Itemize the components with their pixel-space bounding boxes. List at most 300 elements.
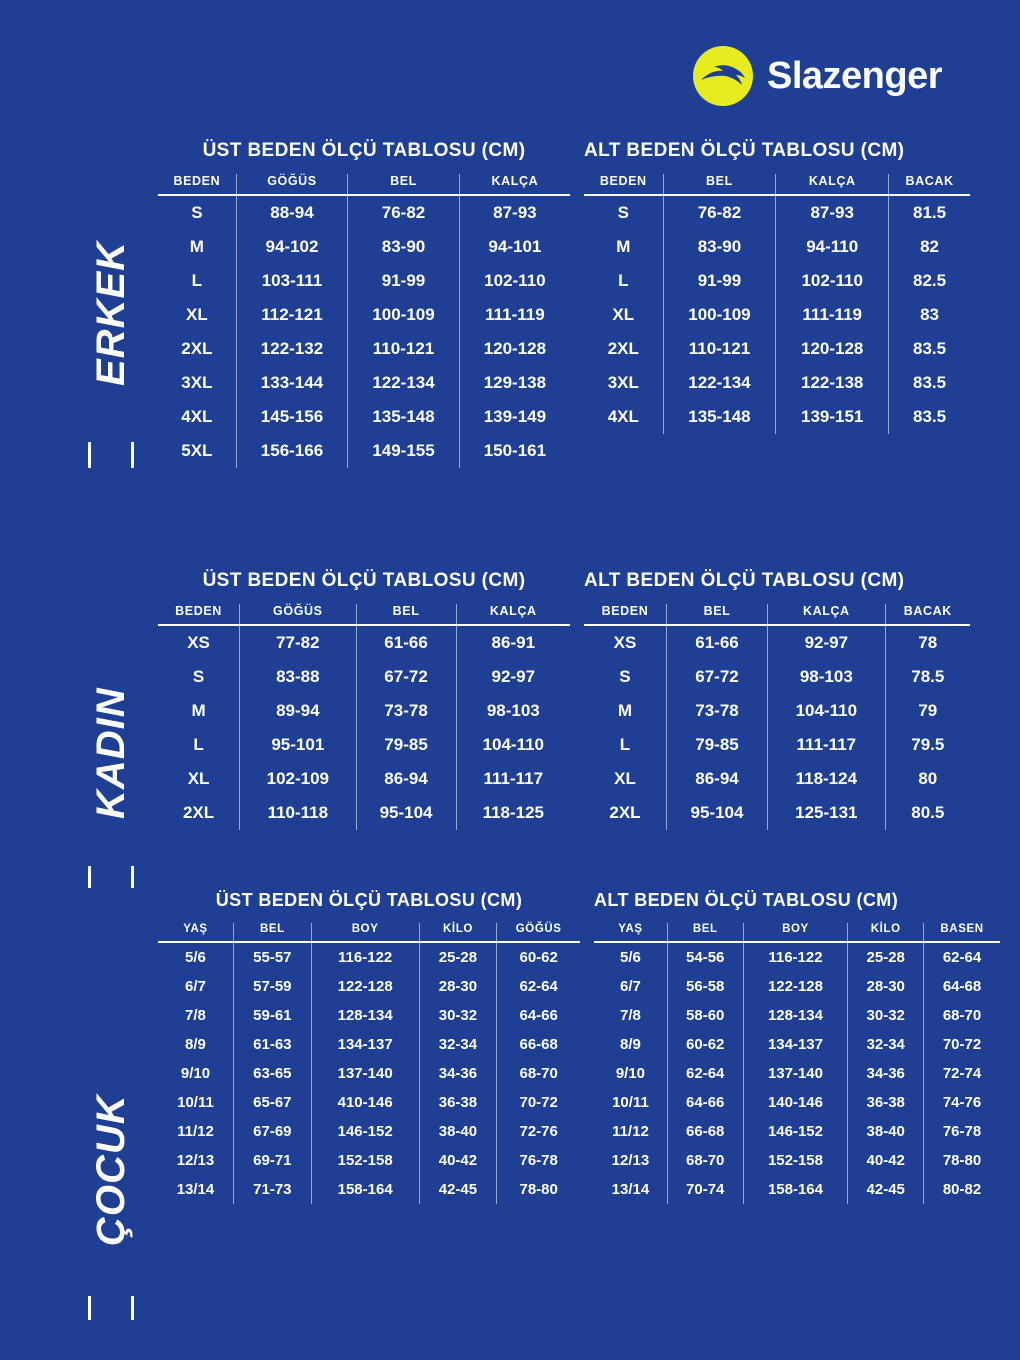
cell: S	[619, 667, 631, 686]
cell: 4XL	[181, 407, 213, 426]
cell: 91-99	[663, 264, 776, 298]
col-header: BACAK	[885, 604, 970, 625]
table-row	[584, 332, 970, 366]
col-header: BEDEN	[158, 604, 240, 625]
cell: 410-146	[311, 1088, 419, 1117]
tables-erkek	[150, 140, 1006, 468]
table-header-row	[158, 923, 580, 942]
cell: 28-30	[848, 972, 924, 1001]
slazenger-panther-icon	[693, 46, 753, 106]
col-header: KALÇA	[776, 174, 889, 195]
cell: 92-97	[456, 660, 570, 694]
cell: 135-148	[663, 400, 776, 434]
col-header: KALÇA	[456, 604, 570, 625]
brand-name: Slazenger	[766, 54, 942, 97]
cell: 80	[885, 762, 970, 796]
table-header-row	[158, 604, 570, 625]
cell: 62-64	[667, 1059, 743, 1088]
cell: 38-40	[848, 1117, 924, 1146]
cell: 116-122	[311, 942, 419, 972]
table-row	[158, 942, 580, 972]
table-row	[158, 366, 570, 400]
cell: 61-66	[666, 625, 767, 660]
cell: 40-42	[419, 1146, 497, 1175]
table-row	[158, 434, 570, 468]
cell: 54-56	[667, 942, 743, 972]
cell: 91-99	[348, 264, 460, 298]
cell: 67-69	[233, 1117, 311, 1146]
section-label-cocuk: ÇOCUK	[88, 1020, 158, 1320]
cell: 137-140	[743, 1059, 848, 1088]
cell: 86-91	[456, 625, 570, 660]
size-table	[594, 923, 1000, 1204]
cell: 7/8	[185, 1007, 206, 1024]
cell: 30-32	[848, 1001, 924, 1030]
table-cocuk-ust	[150, 890, 580, 1204]
cell: 78.5	[885, 660, 970, 694]
cell: L	[191, 271, 203, 290]
cell: 72-74	[924, 1059, 1000, 1088]
section-label-erkek: ERKEK	[88, 158, 158, 468]
cell: 82	[889, 230, 970, 264]
cell: 62-64	[497, 972, 580, 1001]
cell: 68-70	[497, 1059, 580, 1088]
col-header: BEL	[233, 923, 311, 942]
cell: 158-164	[743, 1175, 848, 1204]
cell: 66-68	[667, 1117, 743, 1146]
cell: 76-78	[497, 1146, 580, 1175]
table-row	[584, 400, 970, 434]
cell: 122-128	[311, 972, 419, 1001]
cell: 4XL	[607, 407, 639, 426]
cell: 58-60	[667, 1001, 743, 1030]
table-row	[158, 660, 570, 694]
col-header: BEDEN	[584, 604, 666, 625]
table-row	[158, 728, 570, 762]
cell: 36-38	[848, 1088, 924, 1117]
table-row	[158, 1088, 580, 1117]
table-row	[158, 1001, 580, 1030]
col-header: BOY	[311, 923, 419, 942]
table-row	[158, 1175, 580, 1204]
section-kadin	[0, 570, 1020, 830]
table-row	[584, 298, 970, 332]
table-title: ÜST BEDEN ÖLÇÜ TABLOSU (CM)	[202, 140, 526, 161]
cell: 69-71	[233, 1146, 311, 1175]
cell: 57-59	[233, 972, 311, 1001]
table-row	[158, 400, 570, 434]
col-header: GÖĞÜS	[236, 174, 348, 195]
cell: 8/9	[185, 1036, 206, 1053]
cell: 128-134	[743, 1001, 848, 1030]
cell: 79-85	[356, 728, 456, 762]
size-table	[158, 923, 580, 1204]
cell: 110-118	[240, 796, 356, 830]
cell: 68-70	[924, 1001, 1000, 1030]
cell: 87-93	[459, 195, 570, 230]
cell: 102-110	[459, 264, 570, 298]
cell: 79	[885, 694, 970, 728]
table-row	[158, 1030, 580, 1059]
cell: 2XL	[182, 803, 215, 822]
table-row	[158, 1117, 580, 1146]
cell: 76-82	[348, 195, 460, 230]
section-cocuk	[0, 890, 1020, 1246]
cell: 150-161	[459, 434, 570, 468]
col-header: BEL	[666, 604, 767, 625]
cell: 72-76	[497, 1117, 580, 1146]
cell: 6/7	[185, 978, 206, 995]
cell: 125-131	[768, 796, 886, 830]
cell: M	[191, 701, 206, 720]
cell: 8/9	[620, 1036, 641, 1053]
table-row	[594, 942, 1000, 972]
cell: 102-110	[776, 264, 889, 298]
cell: 83	[889, 298, 970, 332]
cell: 100-109	[663, 298, 776, 332]
cell: 122-134	[663, 366, 776, 400]
cell: 13/14	[611, 1181, 650, 1198]
size-table	[584, 604, 970, 830]
cell: 135-148	[348, 400, 460, 434]
cell: 28-30	[419, 972, 497, 1001]
cell: 70-74	[667, 1175, 743, 1204]
cell: 34-36	[848, 1059, 924, 1088]
cell: 2XL	[609, 803, 641, 822]
cell: 40-42	[848, 1146, 924, 1175]
table-row	[158, 762, 570, 796]
cell: 83.5	[889, 400, 970, 434]
col-header: KALÇA	[768, 604, 886, 625]
cell: 55-57	[233, 942, 311, 972]
cell: XS	[613, 633, 637, 652]
cell: 122-134	[348, 366, 460, 400]
size-table	[158, 174, 570, 468]
cell: XS	[187, 633, 210, 652]
cell: 65-67	[233, 1088, 311, 1117]
cell: 64-68	[924, 972, 1000, 1001]
table-kadin-ust	[150, 570, 570, 830]
cell: 83-90	[663, 230, 776, 264]
cell: 83.5	[889, 366, 970, 400]
cell: 87-93	[776, 195, 889, 230]
cell: 71-73	[233, 1175, 311, 1204]
table-header-row	[158, 174, 570, 195]
cell: 86-94	[356, 762, 456, 796]
table-row	[594, 1059, 1000, 1088]
cell: 133-144	[236, 366, 348, 400]
cell: 94-101	[459, 230, 570, 264]
cell: 140-146	[743, 1088, 848, 1117]
col-header: GÖĞÜS	[497, 923, 580, 942]
table-header-row	[584, 604, 970, 625]
section-label-kadin: KADIN	[88, 618, 158, 888]
cell: 62-64	[924, 942, 1000, 972]
cell: 146-152	[743, 1117, 848, 1146]
cell: 12/13	[611, 1152, 650, 1169]
table-row	[158, 332, 570, 366]
cell: 76-78	[924, 1117, 1000, 1146]
table-row	[158, 972, 580, 1001]
cell: 66-68	[497, 1030, 580, 1059]
table-title: ALT BEDEN ÖLÇÜ TABLOSU (CM)	[584, 570, 905, 591]
cell: 118-125	[456, 796, 570, 830]
table-row	[158, 264, 570, 298]
brand-logo	[693, 46, 942, 106]
cell: 3XL	[181, 373, 213, 392]
cell: 2XL	[607, 339, 639, 358]
col-header: KİLO	[848, 923, 924, 942]
cell: XL	[185, 305, 208, 324]
cell: 78	[885, 625, 970, 660]
cell: 122-132	[236, 332, 348, 366]
cell: 25-28	[419, 942, 497, 972]
cell: S	[617, 203, 629, 222]
table-row	[158, 298, 570, 332]
table-row	[584, 762, 970, 796]
cell: 100-109	[348, 298, 460, 332]
cell: 9/10	[180, 1065, 211, 1082]
cell: 59-61	[233, 1001, 311, 1030]
table-row	[594, 1030, 1000, 1059]
cell: 80.5	[885, 796, 970, 830]
cell: 88-94	[236, 195, 348, 230]
table-header-row	[584, 174, 970, 195]
cell: 89-94	[240, 694, 356, 728]
cell: 83-88	[240, 660, 356, 694]
cell: XL	[187, 769, 210, 788]
cell: 118-124	[768, 762, 886, 796]
table-title: ÜST BEDEN ÖLÇÜ TABLOSU (CM)	[202, 570, 526, 591]
table-erkek-alt	[570, 140, 970, 468]
cell: 73-78	[356, 694, 456, 728]
tables-cocuk	[150, 890, 1006, 1204]
cell: 156-166	[236, 434, 348, 468]
cell: 98-103	[456, 694, 570, 728]
cell: 95-104	[666, 796, 767, 830]
col-header: KİLO	[419, 923, 497, 942]
cell: 67-72	[356, 660, 456, 694]
cell: 104-110	[456, 728, 570, 762]
cell: 7/8	[620, 1007, 641, 1024]
cell: 38-40	[419, 1117, 497, 1146]
cell: 116-122	[743, 942, 848, 972]
cell: S	[191, 203, 203, 222]
table-row	[594, 1146, 1000, 1175]
cell: 5/6	[620, 949, 641, 966]
cell: M	[617, 701, 633, 720]
cell: 128-134	[311, 1001, 419, 1030]
cell: 70-72	[924, 1030, 1000, 1059]
cell: 10/11	[612, 1094, 649, 1111]
col-header: BASEN	[924, 923, 1000, 942]
cell: 137-140	[311, 1059, 419, 1088]
table-row	[584, 230, 970, 264]
cell: 134-137	[743, 1030, 848, 1059]
cell: S	[192, 667, 205, 686]
cell: 5/6	[185, 949, 206, 966]
cell: 120-128	[459, 332, 570, 366]
table-title: ÜST BEDEN ÖLÇÜ TABLOSU (CM)	[215, 890, 523, 910]
cell: 120-128	[776, 332, 889, 366]
table-row	[584, 195, 970, 230]
table-cocuk-alt	[580, 890, 1000, 1204]
cell: 98-103	[768, 660, 886, 694]
cell: XL	[612, 305, 635, 324]
cell: 67-72	[666, 660, 767, 694]
table-row	[584, 264, 970, 298]
table-row	[584, 694, 970, 728]
cell: 10/11	[177, 1094, 214, 1111]
cell: 36-38	[419, 1088, 497, 1117]
cell: 82.5	[889, 264, 970, 298]
table-title: ALT BEDEN ÖLÇÜ TABLOSU (CM)	[584, 140, 905, 161]
cell: 70-72	[497, 1088, 580, 1117]
col-header: KALÇA	[459, 174, 570, 195]
cell: 146-152	[311, 1117, 419, 1146]
cell: 32-34	[848, 1030, 924, 1059]
cell: M	[189, 237, 204, 256]
cell: 134-137	[311, 1030, 419, 1059]
table-row	[158, 1059, 580, 1088]
table-row	[594, 972, 1000, 1001]
cell: 83.5	[889, 332, 970, 366]
cell: 63-65	[233, 1059, 311, 1088]
table-row	[594, 1117, 1000, 1146]
cell: 112-121	[236, 298, 348, 332]
table-row	[158, 230, 570, 264]
table-row	[158, 195, 570, 230]
cell: 68-70	[667, 1146, 743, 1175]
cell: L	[193, 735, 204, 754]
cell: 77-82	[240, 625, 356, 660]
cell: 74-76	[924, 1088, 1000, 1117]
table-row	[158, 796, 570, 830]
cell: 152-158	[311, 1146, 419, 1175]
cell: 81.5	[889, 195, 970, 230]
cell: 11/12	[612, 1123, 649, 1140]
cell: 111-117	[768, 728, 886, 762]
size-table	[158, 604, 570, 830]
cell: 129-138	[459, 366, 570, 400]
cell: 73-78	[666, 694, 767, 728]
cell: 102-109	[240, 762, 356, 796]
cell: 32-34	[419, 1030, 497, 1059]
cell: 79.5	[885, 728, 970, 762]
cell: 25-28	[848, 942, 924, 972]
cell: L	[618, 271, 629, 290]
cell: 111-119	[459, 298, 570, 332]
table-kadin-alt	[570, 570, 970, 830]
cell: 122-138	[776, 366, 889, 400]
cell: 9/10	[615, 1065, 646, 1082]
cell: 56-58	[667, 972, 743, 1001]
cell: 149-155	[348, 434, 460, 468]
table-row	[594, 1175, 1000, 1204]
cell: 80-82	[924, 1175, 1000, 1204]
col-header: GÖĞÜS	[240, 604, 356, 625]
cell: 13/14	[176, 1181, 215, 1198]
col-header: BEL	[663, 174, 776, 195]
cell: 60-62	[497, 942, 580, 972]
cell: 76-82	[663, 195, 776, 230]
cell: 139-149	[459, 400, 570, 434]
cell: 145-156	[236, 400, 348, 434]
col-header: BACAK	[889, 174, 970, 195]
cell: 95-101	[240, 728, 356, 762]
cell: 42-45	[419, 1175, 497, 1204]
cell: XL	[614, 769, 636, 788]
cell: 103-111	[236, 264, 348, 298]
cell: 95-104	[356, 796, 456, 830]
table-erkek-ust	[150, 140, 570, 468]
cell: 5XL	[181, 441, 213, 460]
col-header: YAŞ	[594, 923, 667, 942]
table-row	[584, 728, 970, 762]
col-header: BEL	[348, 174, 460, 195]
cell: 92-97	[768, 625, 886, 660]
cell: M	[616, 237, 631, 256]
table-header-row	[594, 923, 1000, 942]
table-row	[158, 1146, 580, 1175]
cell: 111-117	[456, 762, 570, 796]
cell: 34-36	[419, 1059, 497, 1088]
table-row	[584, 660, 970, 694]
cell: 61-63	[233, 1030, 311, 1059]
cell: 12/13	[176, 1152, 215, 1169]
cell: 6/7	[620, 978, 641, 995]
cell: 78-80	[497, 1175, 580, 1204]
cell: 152-158	[743, 1146, 848, 1175]
cell: 64-66	[667, 1088, 743, 1117]
cell: 78-80	[924, 1146, 1000, 1175]
cell: 3XL	[607, 373, 639, 392]
cell: 60-62	[667, 1030, 743, 1059]
cell: 79-85	[666, 728, 767, 762]
cell: 42-45	[848, 1175, 924, 1204]
cell: 110-121	[348, 332, 460, 366]
col-header: BEDEN	[584, 174, 663, 195]
cell: 111-119	[776, 298, 889, 332]
cell: 94-110	[776, 230, 889, 264]
table-row	[584, 625, 970, 660]
col-header: BEL	[356, 604, 456, 625]
table-row	[584, 796, 970, 830]
table-row	[584, 366, 970, 400]
cell: 11/12	[177, 1123, 214, 1140]
table-row	[594, 1088, 1000, 1117]
cell: 83-90	[348, 230, 460, 264]
section-erkek	[0, 140, 1020, 468]
col-header: BEDEN	[158, 174, 236, 195]
table-row	[594, 1001, 1000, 1030]
cell: 64-66	[497, 1001, 580, 1030]
cell: 110-121	[663, 332, 776, 366]
col-header: BOY	[743, 923, 848, 942]
col-header: BEL	[667, 923, 743, 942]
cell: 30-32	[419, 1001, 497, 1030]
cell: 61-66	[356, 625, 456, 660]
cell: 139-151	[776, 400, 889, 434]
cell: 104-110	[768, 694, 886, 728]
table-row	[158, 694, 570, 728]
cell: 158-164	[311, 1175, 419, 1204]
cell: 122-128	[743, 972, 848, 1001]
cell: 94-102	[236, 230, 348, 264]
table-title: ALT BEDEN ÖLÇÜ TABLOSU (CM)	[594, 890, 899, 910]
tables-kadin	[150, 570, 1006, 830]
size-table	[584, 174, 970, 434]
